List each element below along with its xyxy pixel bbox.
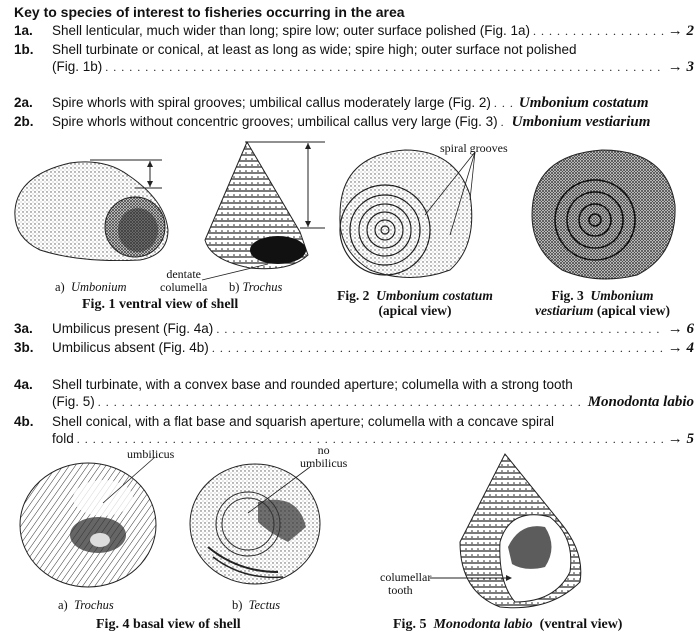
- couplet-number: 3b.: [14, 340, 34, 355]
- fig1a-height-arrow: [90, 158, 170, 193]
- couplet-text: Shell conical, with a flat base and squarish aperture; columella with a concave spiral: [52, 414, 555, 429]
- fig3-caption: Fig. 3 Umbonium vestiarium (apical view): [534, 288, 670, 318]
- lead-to-4[interactable]: → 4: [667, 340, 694, 356]
- species-monodonta-labio: Monodonta labio: [587, 394, 694, 410]
- leader-dots: [494, 95, 516, 112]
- columellar-tooth-label: columellar tooth: [380, 570, 432, 597]
- fig4a-label: a) Trochus: [58, 598, 114, 612]
- spiral-grooves-label: spiral grooves: [440, 141, 508, 155]
- couplet-number: 3a.: [14, 321, 33, 336]
- no-umbilicus-pointer: [245, 465, 315, 515]
- couplet-text: Umbilicus present (Fig. 4a): [52, 321, 214, 336]
- lead-to-6[interactable]: → 6: [667, 321, 694, 337]
- couplet-text: Shell turbinate or conical, at least as long as wide; spire high; outer surface not polished: [52, 42, 577, 57]
- lead-to-3[interactable]: → 3: [667, 59, 694, 75]
- couplet-text: Umbilicus absent (Fig. 4b): [52, 340, 209, 355]
- lead-to-5[interactable]: → 5: [667, 431, 694, 447]
- couplet-text: (Fig. 1b): [52, 59, 103, 74]
- fig1b-height-arrow: [245, 140, 330, 230]
- couplet-number: 1a.: [14, 23, 33, 38]
- leader-dots: [77, 431, 665, 448]
- couplet-number: 1b.: [14, 42, 34, 57]
- fig3-umbonium-vestiarium-illustration: [527, 145, 679, 285]
- couplet-text: Spire whorls without concentric grooves; umbilical callus very large (Fig. 3): [52, 114, 498, 129]
- dentate-columella-label: dentate columella: [160, 267, 208, 294]
- fig5-monodonta-labio-illustration: [440, 452, 590, 612]
- couplet-text: Shell lenticular, much wider than long; spire low; outer surface polished (Fig. 1a): [52, 23, 530, 38]
- dentate-columella-pointer: [200, 262, 270, 282]
- couplet-text: Spire whorls with spiral grooves; umbilical callus moderately large (Fig. 2): [52, 95, 491, 110]
- couplet-number: 2a.: [14, 95, 33, 110]
- fig1-caption: Fig. 1 ventral view of shell: [82, 297, 239, 312]
- spiral-grooves-pointer: [420, 150, 480, 240]
- couplet-number: 4a.: [14, 377, 33, 392]
- couplet-number: 2b.: [14, 114, 34, 129]
- leader-dots: [98, 394, 585, 411]
- leader-dots: [533, 23, 665, 40]
- fig4b-label: b) Tectus: [232, 598, 281, 612]
- columellar-tooth-pointer: [430, 572, 515, 584]
- fig1a-label: a) Umbonium: [55, 280, 127, 294]
- fig5-caption: Fig. 5 Monodonta labio (ventral view): [393, 617, 623, 632]
- couplet-text: fold: [52, 431, 74, 446]
- leader-dots: [216, 321, 664, 338]
- leader-dots: [105, 59, 664, 76]
- couplet-text: Shell turbinate, with a convex base and rounded aperture; columella with a strong tooth: [52, 377, 573, 392]
- fig4-caption: Fig. 4 basal view of shell: [96, 617, 241, 632]
- species-umbonium-costatum: Umbonium costatum: [518, 95, 649, 111]
- leader-dots: [501, 114, 509, 131]
- leader-dots: [212, 340, 665, 357]
- umbilicus-pointer: [100, 455, 160, 505]
- species-umbonium-vestiarium: Umbonium vestiarium: [511, 114, 651, 130]
- fig2-caption: Fig. 2 Umbonium costatum (apical view): [337, 288, 493, 318]
- lead-to-2[interactable]: → 2: [667, 23, 694, 39]
- couplet-text: (Fig. 5): [52, 394, 95, 409]
- umbilicus-label: umbilicus: [127, 447, 175, 461]
- key-heading: Key to species of interest to fisheries occurring in the area: [14, 4, 405, 20]
- no-umbilicus-label: no umbilicus: [300, 443, 348, 470]
- fig1b-label: b) Trochus: [229, 280, 283, 294]
- couplet-number: 4b.: [14, 414, 34, 429]
